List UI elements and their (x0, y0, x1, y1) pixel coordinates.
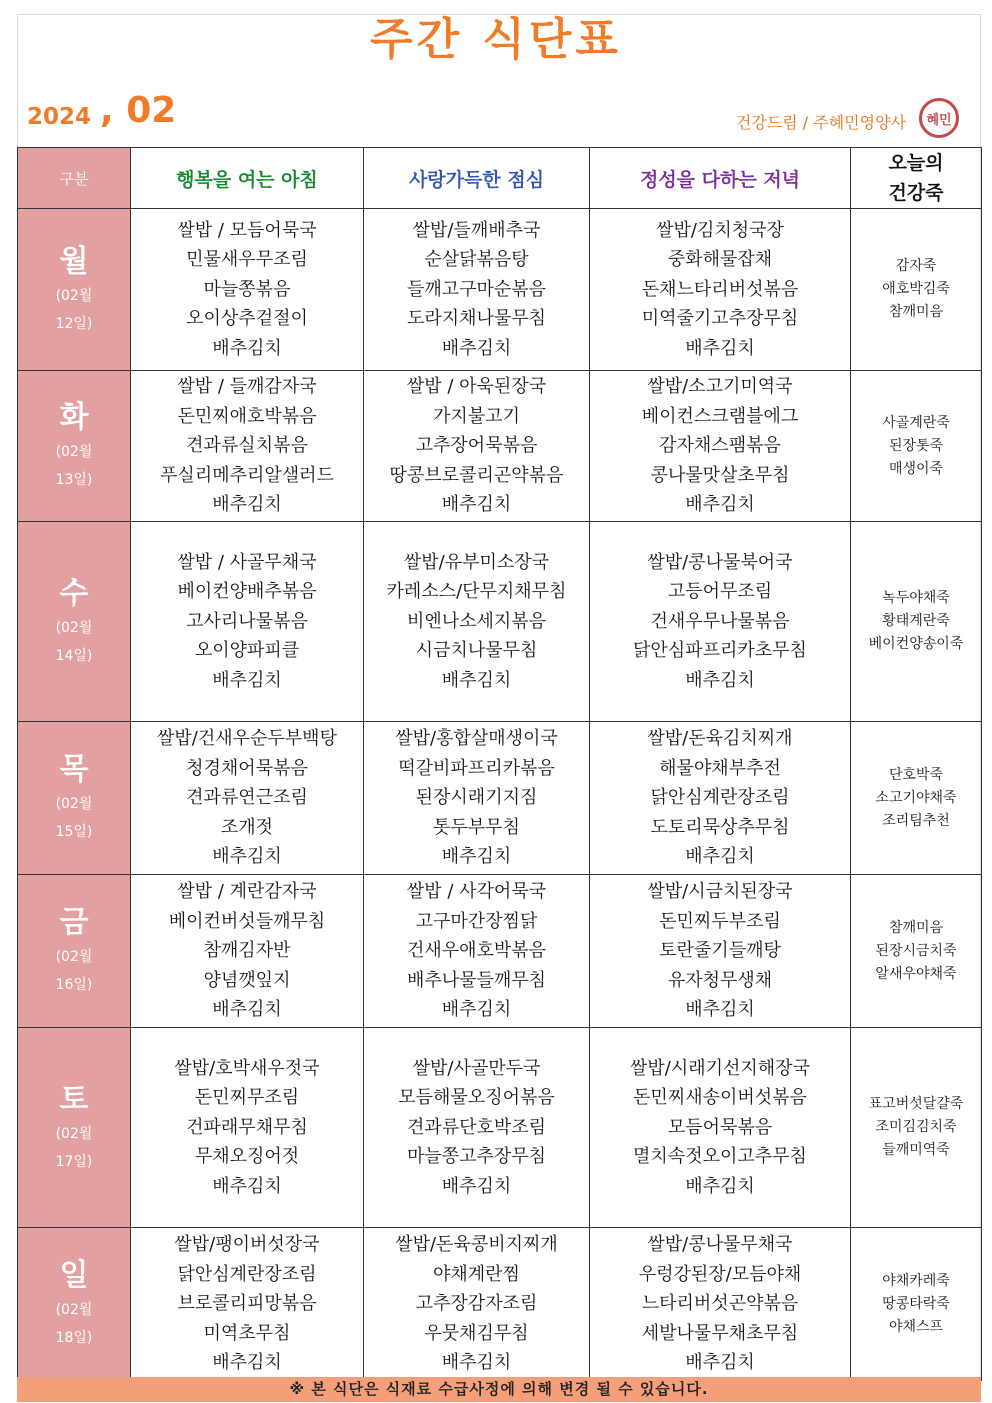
menu-body (18, 209, 982, 1381)
menu-item: 쌀밥 / 계란감자국 (177, 881, 317, 903)
dinner-cell (590, 722, 851, 875)
day-date-month: (02월 (55, 1125, 93, 1142)
day-name: 일 (59, 1258, 89, 1293)
day-date-day: 12일) (55, 315, 93, 332)
porridge-item: 단호박죽 (888, 766, 944, 783)
menu-item: 땅콩브로콜리곤약볶음 (389, 464, 564, 486)
menu-item: 순살닭볶음탕 (424, 249, 529, 271)
menu-item: 돈민찌두부조림 (659, 910, 781, 932)
menu-item: 건새우애호박볶음 (406, 940, 547, 962)
menu-item: 민물새우무조림 (186, 249, 308, 271)
menu-item: 감자채스팸볶음 (659, 435, 781, 457)
menu-item: 배추김치 (212, 1175, 282, 1197)
menu-item: 쌀밥 / 사각어묵국 (406, 881, 547, 903)
menu-item: 조개젓 (220, 816, 274, 838)
porridge-item: 참깨미음 (888, 919, 944, 936)
menu-table (17, 147, 982, 1381)
menu-item: 비엔나소세지볶음 (406, 610, 547, 632)
menu-item: 배추김치 (441, 669, 512, 691)
day-date-day: 13일) (55, 472, 93, 488)
menu-item: 돈민찌새송이버섯볶음 (633, 1087, 807, 1109)
menu-item: 시금치나물무침 (415, 640, 538, 662)
menu-item: 쌀밥/홍합살매생이국 (395, 728, 558, 750)
menu-item: 마늘쫑볶음 (203, 278, 291, 300)
day-date-month: (02월 (55, 619, 93, 636)
menu-item: 배추김치 (212, 846, 282, 868)
porridge-item: 땅콩타락죽 (882, 1295, 950, 1312)
dinner-cell (590, 371, 851, 522)
menu-item: 배추김치 (212, 337, 282, 359)
menu-item: 우렁강된장/모듬야채 (638, 1263, 802, 1285)
porridge-cell (851, 522, 982, 722)
menu-item: 쌀밥/들깨배추국 (412, 219, 541, 241)
lunch-cell (364, 875, 590, 1028)
menu-item: 미역줄기고추장무침 (641, 308, 799, 330)
menu-item: 견과류실치볶음 (186, 435, 308, 457)
menu-item: 돈민찌무조림 (194, 1087, 300, 1109)
lunch-cell (364, 1028, 590, 1228)
dinner-cell (590, 875, 851, 1028)
menu-item: 푸실리메추리알샐러드 (160, 464, 334, 486)
menu-item: 떡갈비파프리카볶음 (398, 757, 555, 779)
menu-item: 오이양파피클 (194, 640, 300, 662)
dinner-cell (590, 209, 851, 371)
header-row (18, 148, 982, 209)
menu-item: 양념깻잎지 (203, 969, 291, 991)
porridge-item: 애호박김죽 (882, 281, 950, 297)
menu-item: 건새우무나물볶음 (650, 610, 790, 632)
menu-item: 느타리버섯곤약볶음 (641, 1293, 799, 1315)
day-row (18, 722, 982, 875)
breakfast-cell (131, 371, 364, 522)
menu-item: 배추김치 (212, 999, 282, 1021)
header-gubun: 구분 (18, 148, 131, 209)
menu-item: 고사리나물볶음 (186, 610, 308, 632)
month-label: , 02 (100, 90, 177, 131)
menu-item: 배추김치 (685, 494, 755, 516)
menu-item: 쌀밥/건새우순두부백탕 (157, 728, 337, 750)
menu-item: 쌀밥 / 모듬어묵국 (177, 219, 317, 241)
menu-item: 쌀밥/돈육김치찌개 (647, 728, 793, 750)
day-name: 토 (59, 1081, 89, 1117)
menu-item: 고구마간장찜닭 (415, 910, 538, 932)
menu-item: 배추김치 (685, 337, 755, 359)
porridge-item: 들깨미역죽 (882, 1142, 950, 1158)
menu-item: 브로콜리피망볶음 (177, 1293, 317, 1315)
menu-item: 청경채어묵볶음 (186, 757, 308, 779)
day-cell (18, 722, 131, 875)
menu-item: 고추장감자조림 (415, 1293, 538, 1315)
porridge-cell (851, 371, 982, 522)
menu-item: 배추김치 (212, 494, 282, 516)
menu-item: 쌀밥/김치청국장 (656, 219, 784, 241)
day-row (18, 371, 982, 522)
menu-item: 카레소스/단무지채무침 (386, 581, 567, 603)
menu-item: 베이컨스크램블에그 (641, 405, 799, 427)
porridge-item: 야채스프 (888, 1318, 944, 1335)
day-date-day: 17일) (55, 1153, 93, 1170)
porridge-item: 된장톳죽 (888, 437, 944, 454)
breakfast-cell (131, 722, 364, 875)
porridge-cell (851, 1228, 982, 1381)
footer-notice: ※ 본 식단은 식재료 수급사정에 의해 변경 될 수 있습니다. (17, 1377, 981, 1402)
header-breakfast: 행복을 여는 아침 (131, 148, 364, 209)
menu-item: 들깨고구마순볶음 (406, 278, 547, 300)
day-cell (18, 1228, 131, 1381)
day-row (18, 875, 982, 1028)
breakfast-cell (131, 522, 364, 722)
menu-item: 해물야채부추전 (659, 757, 781, 779)
porridge-cell (851, 875, 982, 1028)
day-row (18, 1228, 982, 1381)
menu-item: 고등어무조림 (667, 581, 773, 603)
day-name: 수 (59, 575, 89, 611)
lunch-cell (364, 371, 590, 522)
porridge-item: 감자죽 (895, 258, 937, 274)
menu-item: 배추김치 (441, 494, 512, 516)
menu-item: 견과류단호박조림 (406, 1116, 547, 1138)
day-name: 금 (59, 905, 89, 940)
menu-item: 닭안심계란장조림 (650, 787, 790, 809)
dinner-cell (590, 1028, 851, 1228)
menu-item: 돈채느타리버섯볶음 (641, 278, 799, 300)
menu-item: 배추김치 (685, 669, 755, 691)
menu-item: 우뭇채김무침 (424, 1322, 529, 1344)
header-lunch: 사랑가득한 점심 (364, 148, 590, 209)
day-date-month: (02월 (55, 287, 93, 304)
menu-item: 모듬해물오징어볶음 (398, 1087, 555, 1109)
porridge-item: 야채카레죽 (882, 1272, 950, 1289)
lunch-cell (364, 209, 590, 371)
porridge-item: 조미김김치죽 (875, 1119, 957, 1135)
porridge-item: 녹두야채죽 (882, 590, 950, 606)
menu-item: 멸치속젓오이고추무침 (633, 1146, 807, 1168)
menu-item: 배추김치 (441, 1352, 512, 1374)
menu-item: 쌀밥/사골만두국 (412, 1057, 541, 1079)
menu-item: 배추김치 (212, 1352, 282, 1374)
menu-item: 베이컨버섯들깨무침 (168, 910, 326, 932)
day-date-day: 14일) (55, 647, 93, 664)
menu-item: 고추장어묵볶음 (415, 435, 538, 457)
seal-text: 혜민 (926, 112, 952, 128)
day-row (18, 209, 982, 371)
menu-item: 모듬어묵볶음 (667, 1116, 773, 1138)
menu-item: 된장시래기지짐 (415, 787, 538, 809)
day-cell (18, 209, 131, 371)
menu-item: 도토리묵상추무침 (650, 816, 790, 838)
menu-item: 돈민찌애호박볶음 (177, 405, 317, 427)
day-date-month: (02월 (55, 1302, 93, 1318)
menu-item: 배추김치 (685, 999, 755, 1021)
lunch-cell (364, 1228, 590, 1381)
menu-item: 쌀밥/시래기선지해장국 (630, 1057, 810, 1079)
menu-item: 도라지채나물무침 (406, 308, 547, 330)
menu-item: 쌀밥 / 들깨감자국 (177, 376, 317, 398)
page-title: 주간 식단표 (370, 14, 622, 65)
day-date-day: 15일) (55, 824, 93, 840)
author-label: 건강드림 / 주혜민영양사 (735, 113, 906, 132)
header-porridge-line1: 오늘의 (888, 152, 944, 174)
day-name: 목 (59, 752, 89, 787)
porridge-item: 매생이죽 (888, 460, 944, 477)
porridge-item: 된장시금치죽 (875, 942, 957, 959)
porridge-item: 알새우야채죽 (875, 965, 957, 982)
menu-item: 배추김치 (441, 1175, 512, 1197)
day-cell (18, 875, 131, 1028)
year-label: 2024 (27, 104, 92, 130)
header-porridge-line2: 건강죽 (888, 182, 944, 204)
menu-item: 쌀밥/소고기미역국 (647, 376, 793, 398)
menu-item: 배추나물들깨무침 (406, 969, 547, 991)
menu-item: 쌀밥 / 사골무채국 (177, 551, 317, 573)
menu-item: 배추김치 (441, 846, 512, 868)
seal-icon (919, 98, 959, 138)
menu-item: 배추김치 (441, 999, 512, 1021)
porridge-item: 황태계란죽 (882, 613, 950, 629)
menu-item: 미역초무침 (203, 1322, 291, 1344)
porridge-item: 조리팀추천 (882, 812, 950, 829)
day-date-day: 16일) (55, 977, 93, 993)
breakfast-cell (131, 1228, 364, 1381)
header-dinner: 정성을 다하는 저녁 (590, 148, 851, 209)
menu-item: 닭안심파프리카초무침 (633, 640, 807, 662)
menu-item: 콩나물맛살초무침 (650, 464, 790, 486)
day-row (18, 522, 982, 722)
menu-item: 가지불고기 (433, 405, 520, 427)
menu-item: 유자청무생채 (667, 969, 773, 991)
menu-item: 톳두부무침 (433, 816, 520, 838)
day-date-month: (02월 (55, 796, 93, 812)
day-row (18, 1028, 982, 1228)
day-cell (18, 1028, 131, 1228)
porridge-item: 참깨미음 (888, 304, 944, 320)
menu-item: 세발나물무채초무침 (641, 1322, 799, 1344)
lunch-cell (364, 722, 590, 875)
menu-item: 쌀밥/콩나물무채국 (647, 1234, 793, 1256)
menu-item: 배추김치 (685, 1352, 755, 1374)
day-date-month: (02월 (55, 949, 93, 965)
breakfast-cell (131, 875, 364, 1028)
porridge-cell (851, 209, 982, 371)
dinner-cell (590, 1228, 851, 1381)
menu-item: 쌀밥/돈육콩비지찌개 (395, 1234, 558, 1256)
menu-item: 배추김치 (685, 846, 755, 868)
menu-item: 토란줄기들깨탕 (659, 940, 781, 962)
menu-item: 배추김치 (212, 669, 282, 691)
header-porridge (851, 148, 982, 209)
day-name: 월 (59, 243, 89, 279)
breakfast-cell (131, 209, 364, 371)
day-date-day: 18일) (55, 1330, 93, 1346)
day-date-month: (02월 (55, 444, 93, 460)
menu-item: 쌀밥 / 아욱된장국 (406, 376, 547, 398)
menu-item: 쌀밥/팽이버섯장국 (174, 1234, 320, 1256)
menu-item: 오이상추겉절이 (186, 308, 308, 330)
porridge-item: 소고기야채죽 (875, 789, 957, 806)
lunch-cell (364, 522, 590, 722)
porridge-cell (851, 722, 982, 875)
menu-item: 배추김치 (685, 1175, 755, 1197)
dinner-cell (590, 522, 851, 722)
menu-item: 야채계란찜 (433, 1263, 520, 1285)
day-name: 화 (59, 400, 89, 435)
menu-item: 견과류연근조림 (186, 787, 308, 809)
menu-item: 쌀밥/시금치된장국 (647, 881, 793, 903)
menu-item: 베이컨양배추볶음 (177, 581, 317, 603)
menu-item: 쌀밥/호박새우젓국 (174, 1057, 320, 1079)
menu-item: 무채오징어젓 (194, 1146, 300, 1168)
menu-item: 중화해물잡채 (667, 249, 773, 271)
breakfast-cell (131, 1028, 364, 1228)
porridge-item: 사골계란죽 (882, 414, 950, 431)
day-cell (18, 522, 131, 722)
menu-item: 쌀밥/콩나물북어국 (647, 551, 793, 573)
porridge-cell (851, 1028, 982, 1228)
menu-item: 마늘쫑고추장무침 (406, 1146, 547, 1168)
porridge-item: 베이컨양송이죽 (868, 636, 964, 652)
porridge-item: 표고버섯달걀죽 (868, 1096, 964, 1112)
menu-item: 닭안심계란장조림 (177, 1263, 317, 1285)
day-cell (18, 371, 131, 522)
menu-item: 쌀밥/유부미소장국 (403, 551, 550, 573)
menu-item: 건파래무채무침 (186, 1116, 308, 1138)
menu-item: 배추김치 (441, 337, 512, 359)
menu-item: 참깨김자반 (203, 940, 291, 962)
